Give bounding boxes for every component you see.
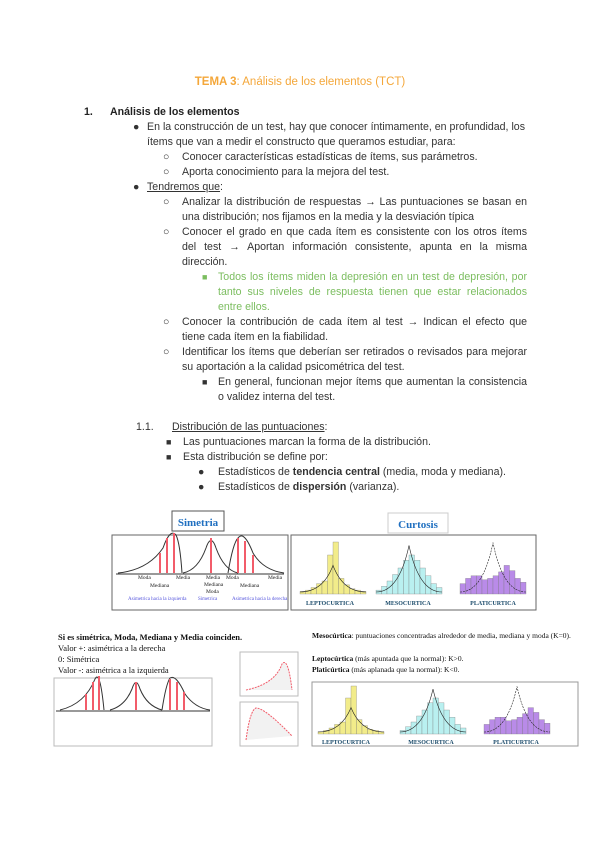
square-bullet-icon: ■ — [202, 272, 208, 282]
meso-histogram-bar — [439, 703, 445, 734]
label-mesocurtica: MESOCURTICA — [408, 740, 454, 746]
meso-histogram-bar — [404, 560, 410, 594]
plati-histogram-bar — [460, 584, 466, 594]
plati-histogram-bar — [528, 708, 534, 734]
colon: : — [220, 181, 223, 193]
plati-histogram-bar — [488, 578, 494, 594]
label-moda: Moda — [206, 589, 219, 595]
lepto-histogram-bar — [317, 584, 323, 594]
paragraph: En la construcción de un test, hay que conocer íntimamente, en profundidad, los ítems que van a medir el constructo que queramos estudiar, para: — [147, 121, 525, 148]
plati-histogram-bar — [484, 724, 490, 734]
plati-histogram-bar — [534, 712, 540, 734]
label-mediana: Mediana — [240, 583, 260, 589]
plati-histogram-bar — [506, 721, 512, 734]
caption-right: Asimetrica hacia la derecha — [232, 597, 288, 602]
plati-histogram-bar — [495, 717, 501, 734]
meso-histogram-bar — [433, 698, 439, 734]
list-item: Analizar la distribución de respuestas → Las puntuaciones se basan en una distribución; nos fijamos en la media y la desviación típica — [182, 196, 527, 223]
meso-histogram-bar — [411, 722, 417, 734]
list-item: Esta distribución se define por: — [183, 451, 328, 463]
meso-histogram-bar — [409, 555, 415, 594]
page-title: TEMA 3: Análisis de los elementos (TCT) — [194, 76, 406, 88]
label-platicurtica: PLATICURTICA — [493, 740, 539, 746]
label-leptocurtica: LEPTOCURTICA — [321, 740, 371, 746]
square-bullet-icon: ■ — [166, 452, 172, 462]
plati-histogram-bar — [523, 714, 529, 734]
square-bullet-icon: ■ — [202, 377, 208, 387]
lepto-histogram-bar — [335, 724, 341, 734]
bullet-icon: ● — [133, 181, 140, 193]
label-mediana: Mediana — [204, 582, 224, 588]
lepto-histogram-bar — [362, 726, 368, 734]
caption-center: Simetrica — [198, 597, 218, 602]
list-item: Identificar los ítems que deberían ser retirados o revisados para mejorar su aportación a la calidad psicométrica del test. — [182, 346, 527, 373]
plati-histogram-bar — [477, 576, 483, 594]
lepto-histogram-bar — [329, 728, 335, 734]
plati-histogram-bar — [501, 717, 507, 734]
plati-histogram-bar — [499, 572, 505, 594]
meso-histogram-bar — [437, 588, 443, 595]
lepto-histogram-bar — [344, 585, 350, 594]
label-mesocurtica: MESOCURTICA — [385, 601, 431, 607]
svg-text:Leptocúrtica (más apuntada que: Leptocúrtica (más apuntada que la normal): K>0. — [312, 654, 464, 663]
list-item: Conocer características estadísticas de ítems, sus parámetros. — [182, 151, 478, 163]
list-item: En general, funcionan mejor ítems que aumentan la consistencia o validez interna del test. — [218, 376, 527, 403]
plati-histogram-bar — [512, 720, 518, 734]
label-moda: Moda — [138, 575, 151, 581]
curtosis-title: Curtosis — [398, 519, 438, 531]
simetria-title: Simetria — [177, 517, 219, 529]
subsection-heading: Distribución de las puntuaciones — [172, 421, 325, 433]
document-page: TEMA 3: Análisis de los elementos (TCT) 1. Análisis de los elementos ● En la construcción de un test, hay que conocer íntimamente, en profundidad, los ítems que van a medir el constructo que queramos estudiar, para: ○ Conocer características estadísticas de ítems, sus parámetros. ○ Aporta conocimiento para la mejora del test. ● Tendremos que: ○ Analizar la distribución de respuestas → Las puntuaciones se basan en una distribución; nos fijamos en la media y la desviación típica ○ Conocer el grado en que cada ítem es consistente con los otros ítems del test → Aportan información consistente, apunta en la misma dirección. ■ Todos los ítems miden la depresión en un test de depresión, por tanto sus niveles de respuesta tienen que estar relacionados entre ellos. ○ Conocer la contribución de cada ítem al test → Indican el efecto que tiene cada ítem en la fiabilidad. ○ Identificar los ítems que deberían ser retirados o revisados para mejorar su aportación a la calidad psicométrica del test. ■ En general, funcionan mejor ítems que aumentan la consistencia o validez interna del test. 1.1. Distribución de las puntuaciones: ■ Las puntuaciones marcan la forma de la distribución. ■ Esta distribución se define por: ● Estadísticos de tendencia central (media, moda y mediana). ● Estadísticos de dispersión (varianza). Simetria Curtosis Moda Mediana Media Media Mediana Moda Moda Mediana Media Asimetrica hacia la izquierda Simetrica Asimetrica hacia la derecha LEPTOCURTICA MESOCURTICA PLATICURTICA Si es simétrica, Moda, Mediana y Media coinciden. Valor +: asimétrica a la derecha 0: Simétrica Valor -: asimétrica a la izquierda Mesocúrtica: puntuaciones concentradas alrededor de media, mediana y moda (K=0). Leptocúrtica (más apuntada que la normal): K>0. Platicúrtica (más aplanada que la normal): K<0. LEPTOCURTICA MESOCURTICA PLATICURTICA — [0, 0, 600, 848]
plati-histogram-bar — [466, 578, 472, 594]
bullet-icon: ● — [198, 466, 205, 478]
label-platicurtica: PLATICURTICA — [470, 601, 516, 607]
plati-histogram-bar — [539, 720, 545, 734]
note-item: Todos los ítems miden la depresión en un test de depresión, por tanto sus niveles de respuesta tienen que estar relacionados entre ellos. — [218, 271, 527, 313]
asymmetry-negative: Valor -: asimétrica a la izquierda — [58, 665, 169, 675]
circle-bullet-icon: ○ — [163, 151, 170, 163]
plati-histogram-bar — [482, 580, 488, 594]
plati-histogram-bar — [471, 576, 477, 594]
label-media: Media — [268, 575, 283, 581]
bullet-icon: ● — [198, 481, 205, 493]
underlined-label: Tendremos que — [147, 181, 221, 193]
circle-bullet-icon: ○ — [163, 166, 170, 178]
symmetry-kurtosis-summary-figure — [50, 624, 582, 748]
subsection-number: 1.1. — [136, 421, 154, 433]
plati-histogram-bar — [517, 717, 523, 734]
lepto-histogram-bar — [346, 698, 352, 734]
plati-histogram-bar — [493, 576, 499, 594]
label-media: Media — [176, 575, 191, 581]
meso-histogram-bar — [393, 575, 399, 595]
asymmetry-zero: 0: Simétrica — [58, 654, 100, 664]
circle-bullet-icon: ○ — [163, 196, 170, 208]
plati-histogram-bar — [515, 578, 521, 594]
section-number: 1. — [84, 106, 93, 118]
label-leptocurtica: LEPTOCURTICA — [305, 601, 355, 607]
square-bullet-icon: ■ — [166, 437, 172, 447]
symmetry-kurtosis-figure — [108, 508, 538, 612]
meso-histogram-bar — [428, 703, 434, 734]
meso-histogram-bar — [431, 584, 437, 594]
circle-bullet-icon: ○ — [163, 226, 170, 238]
circle-bullet-icon: ○ — [163, 316, 170, 328]
svg-text:Platicúrtica (más aplanada que: Platicúrtica (más aplanada que la normal): K<0. — [312, 665, 460, 674]
bullet-icon: ● — [133, 121, 140, 133]
meso-histogram-bar — [415, 560, 421, 594]
plati-histogram-bar — [545, 723, 551, 734]
lepto-histogram-bar — [350, 589, 356, 594]
plati-histogram-bar — [510, 571, 516, 594]
symmetry-heading: Si es simétrica, Moda, Mediana y Media coinciden. — [58, 632, 243, 642]
asymmetry-positive: Valor +: asimétrica a la derecha — [58, 643, 166, 653]
plati-histogram-bar — [504, 565, 510, 594]
section-heading: Análisis de los elementos — [110, 106, 240, 118]
label-moda: Moda — [226, 575, 239, 581]
list-item: Conocer la contribución de cada ítem al test → Indican el efecto que tiene cada ítem en la fiabilidad. — [182, 316, 527, 343]
list-item: Aporta conocimiento para la mejora del test. — [182, 166, 390, 178]
circle-bullet-icon: ○ — [163, 346, 170, 358]
lepto-histogram-bar — [340, 722, 346, 734]
meso-histogram-bar — [461, 728, 467, 734]
lepto-histogram-bar — [328, 555, 334, 594]
plati-histogram-bar — [490, 720, 496, 734]
label-media: Media — [206, 575, 221, 581]
svg-text:Mesocúrtica: puntuaciones conc: Mesocúrtica: puntuaciones concentradas alrededor de media, mediana y moda (K=0). — [312, 631, 571, 640]
list-item: Conocer el grado en que cada ítem es consistente con los otros ítems del test → Aportan información consistente, apunta en la misma dirección. — [182, 226, 527, 268]
label-mediana: Mediana — [150, 583, 170, 589]
meso-histogram-bar — [455, 724, 461, 734]
caption-left: Asimetrica hacia la izquierda — [128, 597, 187, 602]
meso-histogram-bar — [417, 716, 423, 734]
meso-histogram-bar — [387, 581, 393, 594]
list-item: Las puntuaciones marcan la forma de la distribución. — [183, 436, 431, 448]
